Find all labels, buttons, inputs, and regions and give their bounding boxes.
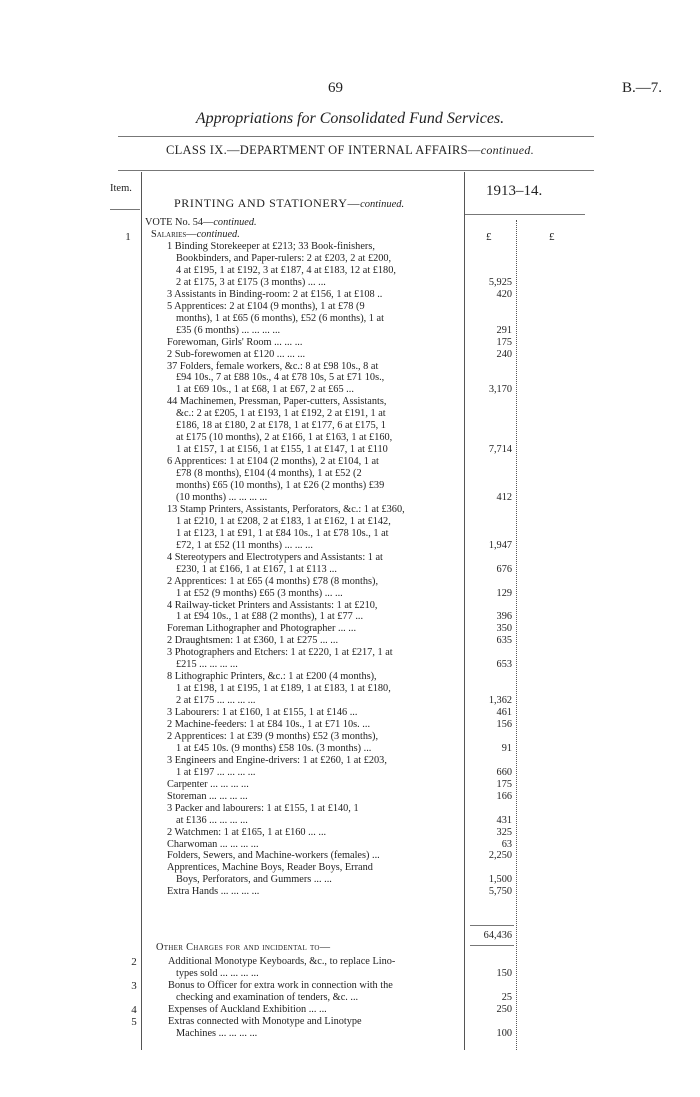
class-subtitle <box>0 143 700 158</box>
salary-line-text: at £175 (10 months), 2 at £166, 1 at £163, 1 at £160, <box>176 432 393 444</box>
class-subtitle-main: CLASS IX.—DEPARTMENT OF INTERNAL AFFAIRS— <box>165 143 481 157</box>
salary-line-text: 1 at £198, 1 at £195, 1 at £189, 1 at £183, 1 at £180, <box>176 683 391 695</box>
salary-line-amount: 420 <box>496 288 512 300</box>
salary-line-text: Boys, Perforators, and Gummers ... ... <box>176 874 332 886</box>
salary-line-amount: 63 <box>501 838 512 850</box>
subtotal-rule <box>470 925 514 926</box>
other-amount-3: 250 <box>496 1004 512 1015</box>
salary-line-amount: 1,362 <box>488 695 512 707</box>
salary-line-amount: 91 <box>501 742 512 754</box>
amount-column-divider <box>464 172 465 1050</box>
other-line-4b: Machines ... ... ... ... <box>176 1028 258 1039</box>
salary-line-amount: 240 <box>496 348 512 360</box>
salary-line-amount: 5,925 <box>488 276 512 288</box>
other-line-2b: checking and examination of tenders, &c. ... <box>176 992 359 1003</box>
salary-line-text: 1 at £197 ... ... ... ... <box>176 766 256 778</box>
salary-line-text: 2 Apprentices: 1 at £39 (9 months) £52 (3 months), <box>167 730 379 742</box>
salary-line-amount: 396 <box>496 611 512 623</box>
salary-line-text: months) £65 (10 months), 1 at £26 (2 months) £39 <box>176 480 385 491</box>
salary-line-amount: 166 <box>496 790 512 802</box>
salary-line-text: Carpenter ... ... ... ... <box>167 778 249 790</box>
other-line-2a: Bonus to Officer for extra work in connection with the <box>168 980 393 991</box>
salary-line-text: 1 Binding Storekeeper at £213; 33 Book-finishers, <box>167 241 375 252</box>
salary-line-text: 4 Stereotypers and Electrotypers and Assistants: 1 at <box>167 551 383 563</box>
salary-line-text: Foreman Lithographer and Photographer ... ... <box>167 623 357 635</box>
salary-line-text: 1 at £123, 1 at £91, 1 at £84 10s., 1 at £78 10s., 1 at <box>176 527 389 539</box>
page-number: 69 <box>328 80 343 96</box>
salary-line-text: Charwoman ... ... ... ... <box>167 838 259 850</box>
salary-line-text: £186, 18 at £180, 2 at £178, 1 at £177, 6 at £175, 1 <box>176 420 386 432</box>
vote-label <box>145 217 257 229</box>
item-column-divider <box>141 172 142 1050</box>
salary-line-text: 4 Railway-ticket Printers and Assistants: 1 at £210, <box>167 599 378 611</box>
salary-line-amount: 660 <box>496 766 512 778</box>
salary-line-text: 2 Sub-forewomen at £120 ... ... ... <box>167 348 306 360</box>
year-head-rule <box>465 214 585 215</box>
class-subtitle-cont: continued. <box>480 143 535 157</box>
salary-line-text: 1 at £157, 1 at £156, 1 at £155, 1 at £147, 1 at £110 <box>176 444 388 456</box>
salary-line-text: £78 (8 months), £104 (4 months), 1 at £52 (2 <box>176 468 362 480</box>
salary-line-amount: 129 <box>496 587 512 599</box>
other-amount-1: 150 <box>496 968 512 979</box>
salary-line-amount: 156 <box>496 719 512 730</box>
pound-sign-1: £ <box>486 231 492 243</box>
item-number-5: 5 <box>131 1016 137 1028</box>
salary-line-text: 3 Engineers and Engine-drivers: 1 at £260, 1 at £203, <box>167 754 387 766</box>
salary-line-text: 2 Apprentices: 1 at £65 (4 months) £78 (8 months), <box>167 575 379 587</box>
salary-line-amount: 3,170 <box>488 384 512 396</box>
item-number-4: 4 <box>131 1004 137 1016</box>
other-charges-heading: Other Charges for and incidental to— <box>156 942 331 953</box>
salary-line-amount: 291 <box>496 324 512 336</box>
salary-line-text: 8 Lithographic Printers, &c.: 1 at £200 (4 months), <box>167 671 377 683</box>
salary-line-text: Extra Hands ... ... ... ... <box>167 886 260 898</box>
salary-line-amount: 2,250 <box>488 850 512 862</box>
salary-line-text: 2 at £175 ... ... ... ... <box>176 695 256 707</box>
salary-line-text: 44 Machinemen, Pressman, Paper-cutters, Assistants, <box>167 396 387 408</box>
salaries-label-main: Salaries— <box>151 229 197 240</box>
salary-line-text: 3 Photographers and Etchers: 1 at £220, 1 at £217, 1 at <box>167 647 393 659</box>
salary-line-text: £94 10s., 7 at £88 10s., 4 at £78 10s, 5 at £71 10s., <box>176 372 385 384</box>
salary-line-text: 1 at £52 (9 months) £65 (3 months) ... ... <box>176 587 343 599</box>
title-rule <box>118 136 594 137</box>
salary-line-text: &c.: 2 at £205, 1 at £193, 1 at £192, 2 at £191, 1 at <box>176 408 386 420</box>
salary-line-text: Apprentices, Machine Boys, Reader Boys, Errand <box>167 862 373 874</box>
salary-line-text: 1 at £69 10s., 1 at £68, 1 at £67, 2 at £65 ... <box>176 384 354 396</box>
salaries-label-cont: continued. <box>196 229 240 240</box>
salaries-label <box>151 229 240 241</box>
salary-line-amount: 676 <box>496 563 512 575</box>
item-number-1: 1 <box>125 231 131 243</box>
salary-line-text: 13 Stamp Printers, Assistants, Perforators, &c.: 1 at £360, <box>167 503 405 515</box>
item-head-rule <box>110 209 140 210</box>
salary-line-text: Bookbinders, and Paper-rulers: 2 at £203, 2 at £200, <box>176 252 392 264</box>
salary-line-text: £72, 1 at £52 (11 months) ... ... ... <box>176 539 313 551</box>
salary-line-amount: 5,750 <box>488 886 512 898</box>
salary-line-text: £215 ... ... ... ... <box>176 659 238 671</box>
salary-line-text: 2 Machine-feeders: 1 at £84 10s., 1 at £71 10s. ... <box>167 719 371 730</box>
salary-line-amount: 461 <box>496 707 512 719</box>
salary-line-amount: 1,500 <box>488 874 512 886</box>
other-line-1b: types sold ... ... ... ... <box>176 968 259 979</box>
salary-line-text: 3 Labourers: 1 at £160, 1 at £155, 1 at £146 ... <box>167 707 358 719</box>
salary-line-text: 6 Apprentices: 1 at £104 (2 months), 2 at £104, 1 at <box>167 456 379 468</box>
section-heading-main: PRINTING AND STATIONERY— <box>174 196 361 210</box>
vote-label-main: VOTE No. 54— <box>145 217 214 228</box>
pound-sign-2: £ <box>549 231 555 243</box>
salary-line-amount: 412 <box>496 491 512 503</box>
subtitle-rule <box>118 170 594 171</box>
salary-line-text: 2 Watchmen: 1 at £165, 1 at £160 ... ... <box>167 826 327 838</box>
salary-line-amount: 1,947 <box>488 539 512 551</box>
salary-line-text: 5 Apprentices: 2 at £104 (9 months), 1 at £78 (9 <box>167 300 365 312</box>
salary-line-amount: 325 <box>496 826 512 838</box>
vote-label-cont: continued. <box>213 217 257 228</box>
item-column-header: Item. <box>110 183 132 194</box>
salary-line-text: Folders, Sewers, and Machine-workers (females) ... <box>167 850 380 862</box>
salary-line-text: at £136 ... ... ... ... <box>176 814 248 826</box>
salary-line-text: 2 at £175, 3 at £175 (3 months) ... ... <box>176 276 326 288</box>
salary-line-text: £230, 1 at £166, 1 at £167, 1 at £113 ... <box>176 563 337 575</box>
other-line-4a: Extras connected with Monotype and Linotype <box>168 1016 362 1027</box>
page-title: Appropriations for Consolidated Fund Services. <box>195 110 505 127</box>
page-reference: B.—7. <box>622 80 663 96</box>
salary-line-text: £35 (6 months) ... ... ... ... <box>176 324 281 336</box>
salary-line-amount: 431 <box>496 814 512 826</box>
salary-line-amount: 7,714 <box>488 444 512 456</box>
year-header: 1913–14. <box>486 183 543 199</box>
other-line-1a: Additional Monotype Keyboards, &c., to replace Lino- <box>168 956 396 967</box>
salary-line-text: Forewoman, Girls' Room ... ... ... <box>167 336 303 348</box>
item-number-2: 2 <box>131 956 137 968</box>
section-heading <box>174 196 404 211</box>
salary-line-text: (10 months) ... ... ... ... <box>176 491 268 503</box>
salary-line-amount: 635 <box>496 635 512 647</box>
section-heading-cont: continued. <box>360 199 405 210</box>
salary-line-amount: 653 <box>496 659 512 671</box>
item-number-3: 3 <box>131 980 137 992</box>
other-line-3: Expenses of Auckland Exhibition ... ... <box>168 1004 327 1015</box>
salary-line-text: 37 Folders, female workers, &c.: 8 at £98 10s., 8 at <box>167 360 379 372</box>
salary-line-amount: 175 <box>496 336 512 348</box>
subtotal-amount: 64,436 <box>483 930 512 941</box>
salary-line-text: 3 Packer and labourers: 1 at £155, 1 at £140, 1 <box>167 802 359 814</box>
salary-line-text: months), 1 at £65 (6 months), £52 (6 months), 1 at <box>176 312 384 324</box>
other-amount-4: 100 <box>496 1028 512 1039</box>
salary-line-amount: 350 <box>496 623 512 635</box>
salary-line-text: 3 Assistants in Binding-room: 2 at £156, 1 at £108 .. <box>167 288 383 300</box>
salary-line-text: 2 Draughtsmen: 1 at £360, 1 at £275 ... ... <box>167 635 339 647</box>
salary-line-text: 1 at £94 10s., 1 at £88 (2 months), 1 at £77 ... <box>176 611 364 623</box>
salary-line-text: 4 at £195, 1 at £192, 3 at £187, 4 at £183, 12 at £180, <box>176 264 396 276</box>
salary-line-amount: 175 <box>496 778 512 790</box>
salary-line-text: 1 at £210, 1 at £208, 2 at £183, 1 at £162, 1 at £142, <box>176 515 391 527</box>
salary-line-text: 1 at £45 10s. (9 months) £58 10s. (3 months) ... <box>176 742 372 754</box>
other-amount-2: 25 <box>501 992 512 1003</box>
subtotal-rule-bottom <box>470 945 514 946</box>
amount-subdivider <box>516 220 517 1050</box>
salary-line-text: Storeman ... ... ... ... <box>167 790 248 802</box>
